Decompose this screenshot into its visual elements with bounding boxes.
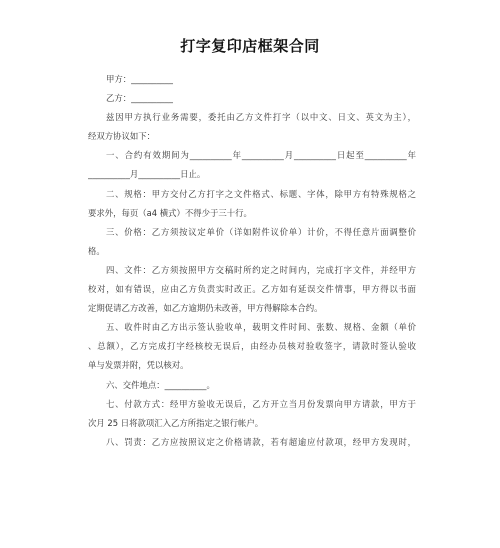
clause-8-line: 八、罚责：乙方应按照议定之价格请款，若有超逾应付款项，经甲方发现时， — [106, 436, 416, 447]
contract-body — [88, 70, 416, 452]
clause-2-line: 二、规格：甲方交付乙方打字之文件格式、标题、字体，除甲方有特殊规格之 — [106, 188, 416, 199]
clause-2-line: 要求外，每页（a4 横式）不得少于三十行。 — [88, 207, 252, 218]
clause-6-line: 六、交件地点：__________。 — [106, 379, 215, 390]
clause-3-line: 三、价格：乙方须按议定单价（详如附件议价单）计价，不得任意片面调整价 — [106, 226, 416, 237]
clause-7-line: 七、付款方式：经甲方验收无误后，乙方开立当月份发票向甲方请款，甲方于 — [106, 398, 416, 409]
contract-title: 打字复印店框架合同 — [180, 37, 320, 55]
clause-3-line: 格。 — [88, 245, 105, 256]
clause-4-line: 定期促请乙方改善，如乙方逾期仍未改善，甲方得解除本合约。 — [88, 303, 323, 314]
clause-4-line: 校对，如有错误，应由乙方负责实时改正。乙方如有延误交件情事，甲方得以书面 — [88, 284, 416, 295]
paragraph-line: 经双方协议如下： — [88, 131, 155, 142]
clause-4-line: 四、文件：乙方须按照甲方交稿时所约定之时间内，完成打字文件，并经甲方 — [106, 264, 416, 275]
clause-5-line: 五、收件时由乙方出示签认验收单，载明文件时间、张数、规格、金额（单价 — [106, 322, 416, 333]
clause-1-line: __________月__________日止。 — [88, 169, 206, 180]
clause-5-line: 单与发票并附，凭以核对。 — [88, 360, 189, 371]
paragraph-line: 兹因甲方执行业务需要，委托由乙方文件打字（以中文、日文、英文为主）， — [106, 112, 416, 123]
clause-1-line: 一、合约有效期间为__________年__________月__________日起至__________年 — [106, 150, 416, 161]
party-b-line: 乙方：__________ — [106, 93, 173, 104]
clause-5-line: 、总额），乙方完成打字经核校无误后，由经办员核对验收签字，请款时签认验收 — [88, 341, 416, 352]
party-a-line: 甲方：__________ — [106, 74, 173, 84]
clause-7-line: 次月 25 日将款项汇入乙方所指定之银行帐户。 — [88, 417, 264, 428]
